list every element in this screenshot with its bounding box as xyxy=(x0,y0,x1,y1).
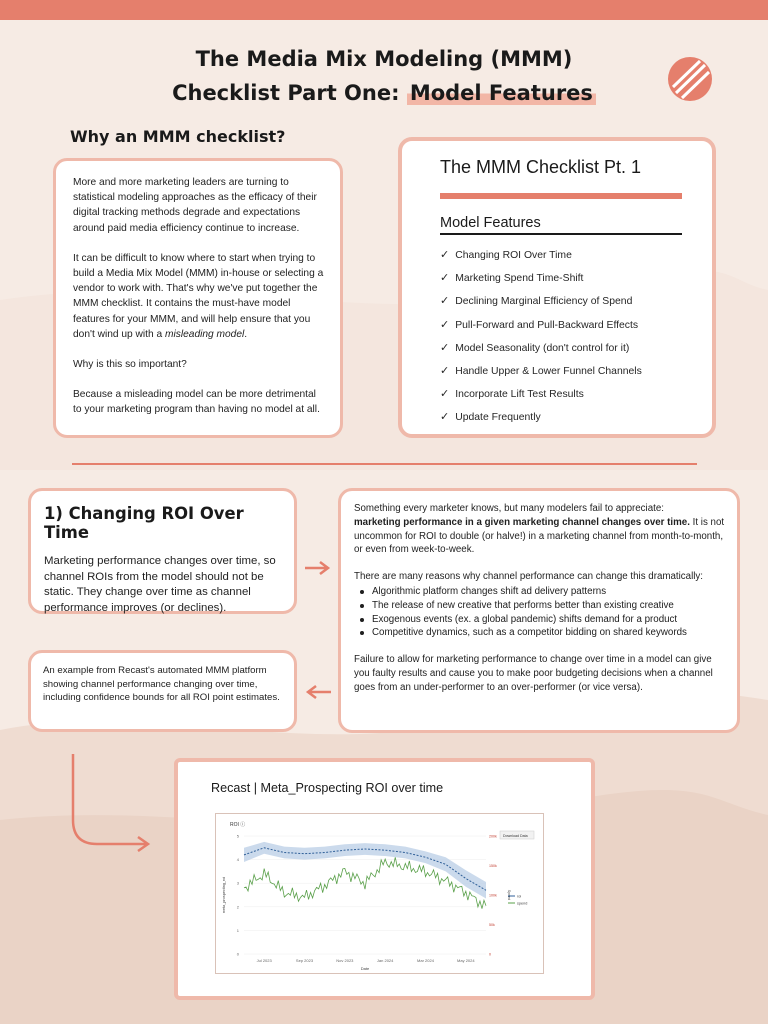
arrow-down-right-icon xyxy=(62,752,154,852)
example-text: An example from Recast's automated MMM platform showing channel performance changing over time, including confidence bounds for all ROI point estimates. xyxy=(43,665,280,704)
checklist-item-label: Incorporate Lift Test Results xyxy=(455,389,584,401)
detail-paragraph-1 xyxy=(354,502,725,557)
y2-tick-label: 50k xyxy=(489,923,495,927)
reason-item: Competitive dynamics, such as a competitor bidding on shared keywords xyxy=(354,626,725,640)
checkmark-icon: ✓ xyxy=(440,318,450,331)
y2-tick-label: 150k xyxy=(489,864,497,868)
title-line-2 xyxy=(0,76,768,110)
checklist-item xyxy=(440,406,692,429)
intro-paragraph-2-end: . xyxy=(244,328,248,340)
checklist-item xyxy=(440,290,692,313)
chart-inner-title: ROI ⓘ xyxy=(230,822,246,828)
checklist-item xyxy=(440,314,692,337)
chart-card xyxy=(174,758,595,1000)
detail-intro: Something every marketer knows, but many modelers fail to appreciate: xyxy=(354,503,664,514)
checklist-item-label: Pull-Forward and Pull-Backward Effects xyxy=(455,319,639,331)
x-tick-label: Sep 2023 xyxy=(295,958,314,963)
checklist-item-label: Handle Upper & Lower Funnel Channels xyxy=(455,366,642,378)
page-title xyxy=(0,42,768,110)
checklist-items xyxy=(440,244,692,430)
checkmark-icon: ✓ xyxy=(440,272,450,285)
y-axis-label: meta_prospecting_roi xyxy=(222,876,226,914)
checklist-item xyxy=(440,244,692,267)
intro-paragraph-4: Because a misleading model can be more detrimental to your marketing program than having no model at all. xyxy=(73,389,320,416)
chart-frame xyxy=(215,813,544,974)
arrow-left-icon xyxy=(303,682,333,702)
arrow-right-icon xyxy=(303,558,333,578)
checklist-item xyxy=(440,383,692,406)
intro-paragraph-2-text: It can be difficult to know where to start when trying to build a Media Mix Model (MMM) in-house or selecting a vendor to work with. That's why we've put together the MMM checklist. It contains the must-have model features for your MMM, and will help ensure that you don't wind up with a xyxy=(73,252,324,340)
chart-heading: Recast | Meta_Prospecting ROI over time xyxy=(211,781,444,795)
intro-paragraph-2 xyxy=(73,251,326,342)
why-heading: Why an MMM checklist? xyxy=(70,127,286,146)
section-summary: Marketing performance changes over time, so channel ROIs from the model should not be static. They change over time as channel performance improves (or declines). xyxy=(44,555,276,614)
y-tick-label: 1 xyxy=(236,927,239,933)
title-highlight: Model Features xyxy=(407,81,596,105)
checklist-item xyxy=(440,337,692,360)
y-tick-label: 2 xyxy=(236,904,239,910)
top-band xyxy=(0,0,768,20)
checkmark-icon: ✓ xyxy=(440,341,450,354)
checklist-title: The MMM Checklist Pt. 1 xyxy=(440,157,642,177)
detail-rest: It is not uncommon for ROI to double (or halve!) in a marketing channel from month-to-month, or even from week-to-week. xyxy=(354,516,725,556)
reason-item: Algorithmic platform changes shift ad delivery patterns xyxy=(354,585,725,599)
checkmark-icon: ✓ xyxy=(440,411,450,424)
title-line-2-prefix: Checklist Part One: xyxy=(172,81,407,105)
y-tick-label: 3 xyxy=(236,880,239,886)
checklist-item xyxy=(440,360,692,383)
x-tick-label: Nov 2023 xyxy=(336,958,354,963)
legend-label: spend xyxy=(517,901,528,906)
title-line-1: The Media Mix Modeling (MMM) xyxy=(195,47,573,71)
roi-chart xyxy=(216,814,545,975)
reasons-intro: There are many reasons why channel performance can change this dramatically: xyxy=(354,571,704,583)
checklist-item-label: Model Seasonality (don't control for it) xyxy=(455,342,630,354)
reason-item: Exogenous events (ex. a global pandemic) shifts demand for a product xyxy=(354,613,725,627)
x-tick-label: Mar 2024 xyxy=(417,958,434,963)
checklist-item-label: Marketing Spend Time-Shift xyxy=(455,273,584,285)
checkmark-icon: ✓ xyxy=(440,249,450,261)
intro-paragraph-1: More and more marketing leaders are turning to statistical modeling approaches as the efficacy of their digital tracking methods degrade and expectations around paid media efficiency continue to increase. xyxy=(73,177,317,234)
y-tick-label: 0 xyxy=(236,951,239,957)
reasons-list xyxy=(354,585,725,640)
checklist-card xyxy=(398,137,716,438)
section-title: 1) Changing ROI Over Time xyxy=(44,504,244,542)
checklist-subtitle: Model Features xyxy=(440,215,682,235)
roi-detail-card xyxy=(338,488,740,733)
checklist-item-label: Update Frequently xyxy=(455,412,541,424)
x-tick-label: May 2024 xyxy=(457,958,475,963)
download-data-label: Download Data xyxy=(503,834,528,838)
section-divider xyxy=(72,463,697,465)
recast-logo-icon xyxy=(667,56,713,102)
y2-tick-label: 100k xyxy=(489,893,497,898)
reason-item: The release of new creative that performs better than existing creative xyxy=(354,599,725,613)
y-tick-label: 5 xyxy=(236,833,239,839)
intro-card xyxy=(53,158,343,438)
checklist-accent-bar xyxy=(440,193,682,199)
checkmark-icon: ✓ xyxy=(440,388,450,401)
x-axis-label: Date xyxy=(360,966,370,971)
checkmark-icon: ✓ xyxy=(440,295,450,308)
checklist-item-label: Declining Marginal Efficiency of Spend xyxy=(455,296,633,308)
checklist-item-label: Changing ROI Over Time xyxy=(455,250,572,261)
changing-roi-card xyxy=(28,488,297,614)
checkmark-icon: ✓ xyxy=(440,365,450,378)
checklist-item xyxy=(440,267,692,290)
intro-paragraph-3: Why is this so important? xyxy=(73,359,187,371)
detail-conclusion: Failure to allow for marketing performance to change over time in a model can give you faulty results and cause you to make poor budgeting decisions when a channel goes from an under-performer to an over-performer (or vice versa). xyxy=(354,654,713,693)
legend-label: roi xyxy=(517,894,522,899)
example-card xyxy=(28,650,297,732)
y-tick-label: 4 xyxy=(236,857,239,863)
misleading-model-text: misleading model xyxy=(165,328,245,340)
detail-bold: marketing performance in a given marketing channel changes over time. xyxy=(354,516,690,528)
y2-tick-label: 200k xyxy=(489,834,497,839)
x-tick-label: Jul 2023 xyxy=(256,958,272,963)
y2-tick-label: 0 xyxy=(489,952,491,957)
y2-axis-label: Spend xyxy=(507,889,511,901)
x-tick-label: Jan 2024 xyxy=(376,958,394,963)
